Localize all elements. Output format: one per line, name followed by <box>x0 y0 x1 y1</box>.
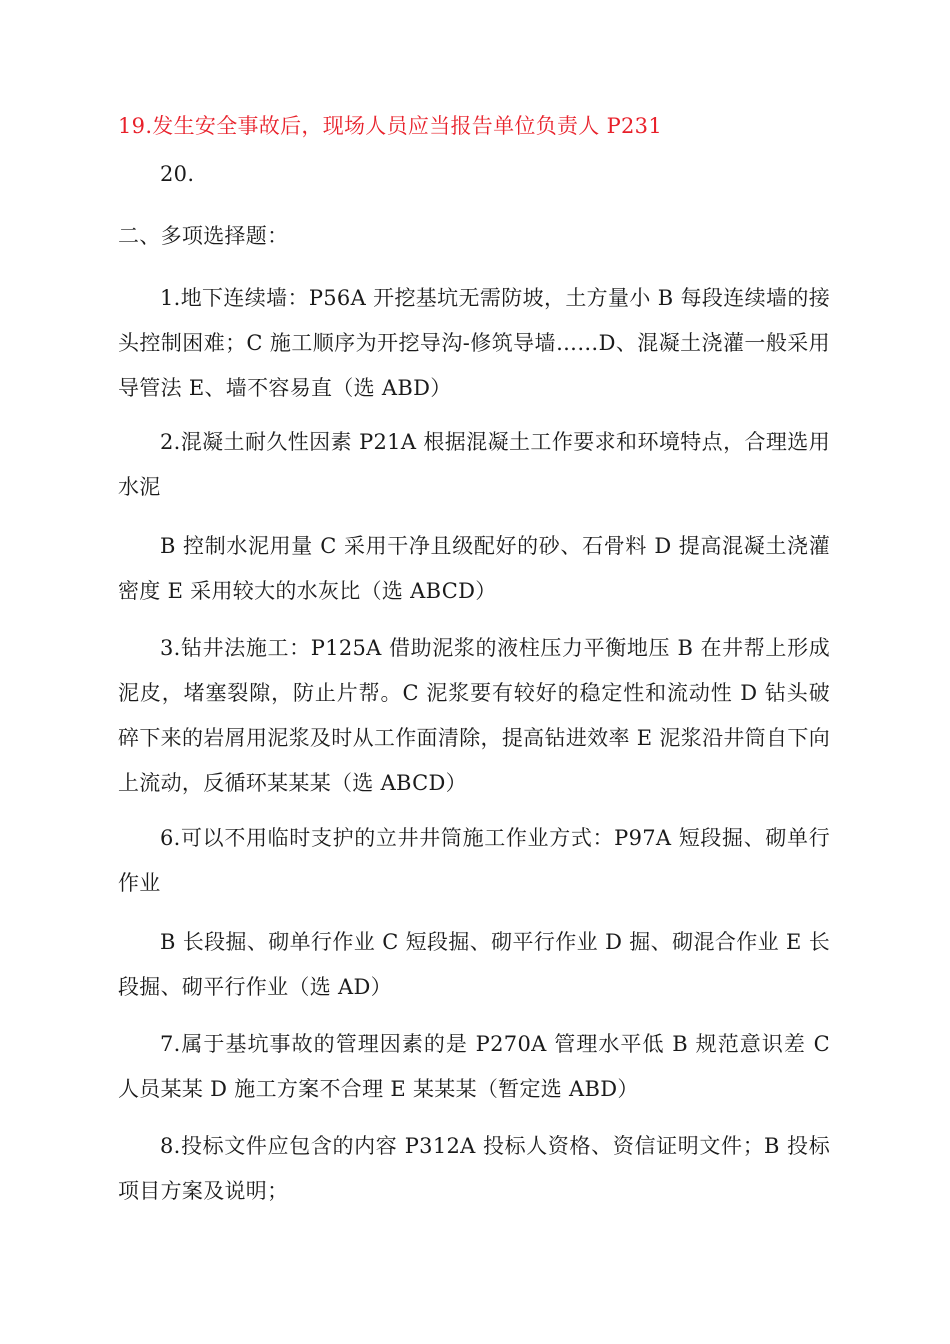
section-heading-multiple-choice: 二、多项选择题： <box>118 224 289 248</box>
question-1: 1.地下连续墙：P56A 开挖基坑无需防坡，土方量小 B 每段连续墙的接头控制困难；C 施工顺序为开挖导沟-修筑导墙……D、混凝土浇灌一般采用导管法 E、墙不容易直（选 ABD） <box>118 286 830 400</box>
paragraph-20: 20. <box>160 162 195 186</box>
question-2-options: B 控制水泥用量 C 采用干净且级配好的砂、石骨料 D 提高混凝土浇灌密度 E 采用较大的水灰比（选 ABCD） <box>118 534 830 603</box>
question-6-options: B 长段掘、砌单行作业 C 短段掘、砌平行作业 D 掘、砌混合作业 E 长段掘、砌平行作业（选 AD） <box>118 930 830 999</box>
paragraph-19: 19.发生安全事故后，现场人员应当报告单位负责人 P231 <box>118 114 662 138</box>
question-8: 8.投标文件应包含的内容 P312A 投标人资格、资信证明文件；B 投标项目方案及说明； <box>118 1134 830 1203</box>
question-7: 7.属于基坑事故的管理因素的是 P270A 管理水平低 B 规范意识差 C 人员某某 D 施工方案不合理 E 某某某（暂定选 ABD） <box>118 1032 830 1101</box>
question-6: 6.可以不用临时支护的立井井筒施工作业方式：P97A 短段掘、砌单行作业 <box>118 826 830 895</box>
question-3: 3.钻井法施工：P125A 借助泥浆的液柱压力平衡地压 B 在井帮上形成泥皮，堵塞裂隙，防止片帮。C 泥浆要有较好的稳定性和流动性 D 钻头破碎下来的岩屑用泥浆及时从工作面清除，提高钻进效率 E 泥浆沿井筒自下向上流动，反循环某某某（选 ABCD） <box>118 636 830 795</box>
question-2: 2.混凝土耐久性因素 P21A 根据混凝土工作要求和环境特点，合理选用水泥 <box>118 430 830 499</box>
